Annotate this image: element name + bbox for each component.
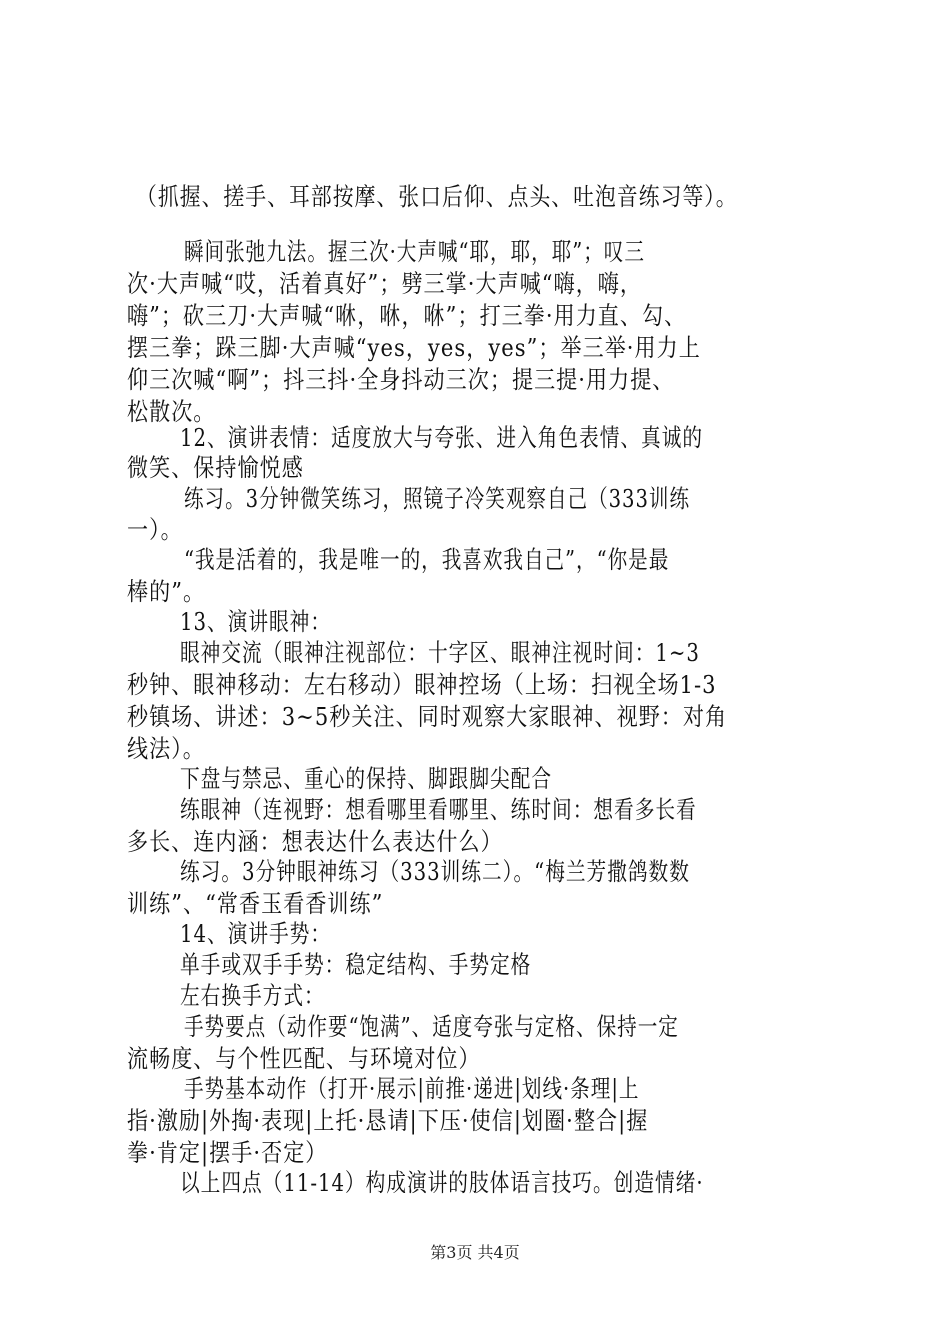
text-line: 以上四点（11-14）构成演讲的肢体语言技巧。创造情绪· bbox=[180, 1168, 704, 1197]
text-line: 微笑、保持愉悦感 bbox=[127, 453, 304, 482]
text-line: 摆三拳；跺三脚·大声喊“yes，yes，yes”；举三举·用力上 bbox=[127, 333, 701, 362]
text-line: 拳·肯定|摆手·否定） bbox=[127, 1138, 328, 1167]
text-line: （抓握、搓手、耳部按摩、张口后仰、点头、吐泡音练习等）。 bbox=[136, 182, 738, 211]
text-line: 嗨”；砍三刀·大声喊“咻，咻，咻”；打三拳·用力直、勾、 bbox=[127, 301, 687, 330]
section-heading-13: 13、演讲眼神： bbox=[180, 607, 332, 636]
text-line: 次·大声喊“哎，活着真好”；劈三掌·大声喊“嗨，嗨， bbox=[127, 269, 643, 298]
text-line: 松散次。 bbox=[127, 397, 216, 426]
text-line: 手势基本动作（打开·展示|前推·递进|划线·条理|上 bbox=[184, 1074, 640, 1103]
text-line: 单手或双手手势：稳定结构、手势定格 bbox=[180, 950, 532, 979]
text-line: 指·激励|外掏·表现|上托·恳请|下压·使信|划圈·整合|握 bbox=[127, 1106, 649, 1135]
text-line: 下盘与禁忌、重心的保持、脚跟脚尖配合 bbox=[180, 764, 553, 793]
text-line: 棒的”。 bbox=[127, 577, 206, 606]
section-heading-14: 14、演讲手势： bbox=[180, 919, 332, 948]
text-line: 练习。3分钟眼神练习（333训练二）。“梅兰芳撒鸽数数 bbox=[180, 857, 690, 886]
page-footer: 第3页 共4页 bbox=[430, 1243, 520, 1262]
section-heading-12: 12、演讲表情：适度放大与夸张、进入角色表情、真诚的 bbox=[180, 423, 704, 452]
text-line: 秒镇场、讲述：3~5秒关注、同时观察大家眼神、视野：对角 bbox=[127, 702, 728, 731]
text-line: 瞬间张弛九法。握三次·大声喊“耶，耶，耶”；叹三 bbox=[184, 237, 645, 266]
text-line: 眼神交流（眼神注视部位：十字区、眼神注视时间：1~3 bbox=[180, 638, 700, 667]
text-line: 多长、连内涵：想表达什么表达什么） bbox=[127, 827, 503, 856]
text-line: 训练”、“常香玉看香训练” bbox=[127, 889, 384, 918]
text-line: 练眼神（连视野：想看哪里看哪里、练时间：想看多长看 bbox=[180, 795, 697, 824]
text-line: “我是活着的，我是唯一的，我喜欢我自己”，“你是最 bbox=[184, 545, 670, 574]
text-line: 流畅度、与个性匹配、与环境对位） bbox=[127, 1044, 481, 1073]
text-line: 秒钟、眼神移动：左右移动）眼神控场（上场：扫视全场1-3 bbox=[127, 670, 717, 699]
text-line: 左右换手方式： bbox=[180, 981, 325, 1010]
text-line: 一）。 bbox=[127, 515, 183, 544]
text-line: 练习。3分钟微笑练习，照镜子冷笑观察自己（333训练 bbox=[184, 484, 691, 513]
text-line: 手势要点（动作要“饱满”、适度夸张与定格、保持一定 bbox=[184, 1012, 679, 1041]
text-line: 线法）。 bbox=[127, 734, 205, 763]
text-line: 仰三次喊“啊”；抖三抖·全身抖动三次；提三提·用力提、 bbox=[127, 365, 675, 394]
